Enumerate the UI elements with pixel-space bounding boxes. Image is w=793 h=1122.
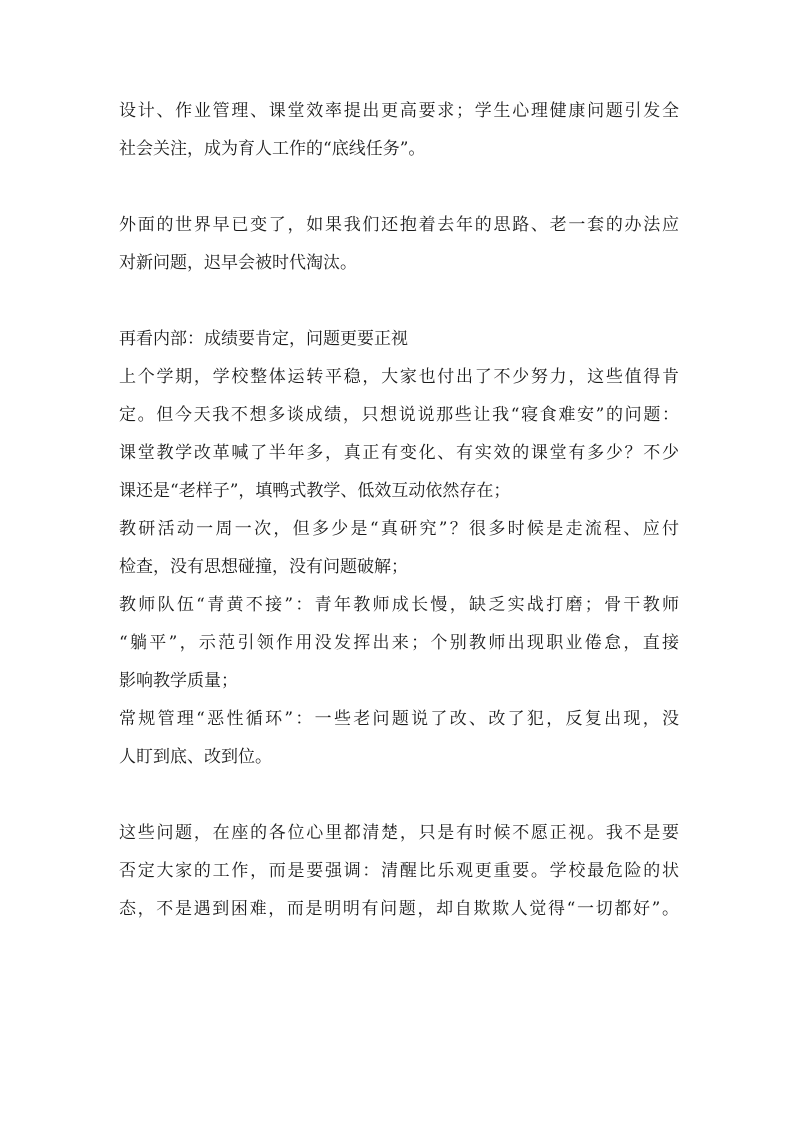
text-line: “躺平”，示范引领作用没发挥出来；个别教师出现职业倦怠，直接 (119, 633, 679, 653)
text-line: 外面的世界早已变了，如果我们还抱着去年的思路、老一套的办法应 (119, 215, 679, 235)
paragraph-spacer (119, 776, 679, 814)
text-line: 这些问题，在座的各位心里都清楚，只是有时候不愿正视。我不是要 (119, 823, 679, 843)
text-line: 人盯到底、改到位。 (119, 747, 272, 767)
text-line: 态，不是遇到困难，而是明明有问题，却自欺欺人觉得“一切都好”。 (119, 899, 679, 919)
text-line: 定。但今天我不想多谈成绩，只想说说那些让我“寝食难安”的问题： (119, 405, 679, 425)
paragraph-spacer (119, 282, 679, 320)
text-line: 课还是“老样子”，填鸭式教学、低效互动依然存在； (119, 481, 511, 501)
text-line: 常规管理“恶性循环”：一些老问题说了改、改了犯，反复出现，没 (119, 709, 679, 729)
paragraph (119, 814, 679, 928)
paragraph (119, 206, 679, 282)
document-body (119, 92, 679, 928)
paragraph-spacer (119, 168, 679, 206)
section-heading: 再看内部：成绩要肯定，问题更要正视 (119, 329, 408, 349)
text-line: 上个学期，学校整体运转平稳，大家也付出了不少努力，这些值得肯 (119, 367, 679, 387)
text-line: 社会关注，成为育人工作的“底线任务”。 (119, 139, 426, 159)
text-line: 检查，没有思想碰撞，没有问题破解； (119, 557, 408, 577)
text-line: 影响教学质量； (119, 671, 238, 691)
paragraph (119, 320, 679, 776)
text-line: 课堂教学改革喊了半年多，真正有变化、有实效的课堂有多少？不少 (119, 443, 679, 463)
text-line: 设计、作业管理、课堂效率提出更高要求；学生心理健康问题引发全 (119, 101, 679, 121)
paragraph (119, 92, 679, 168)
text-line: 否定大家的工作，而是要强调：清醒比乐观更重要。学校最危险的状 (119, 861, 679, 881)
text-line: 对新问题，迟早会被时代淘汰。 (119, 253, 357, 273)
text-line: 教研活动一周一次，但多少是“真研究”？很多时候是走流程、应付 (119, 519, 679, 539)
text-line: 教师队伍“青黄不接”：青年教师成长慢，缺乏实战打磨；骨干教师 (119, 595, 679, 615)
